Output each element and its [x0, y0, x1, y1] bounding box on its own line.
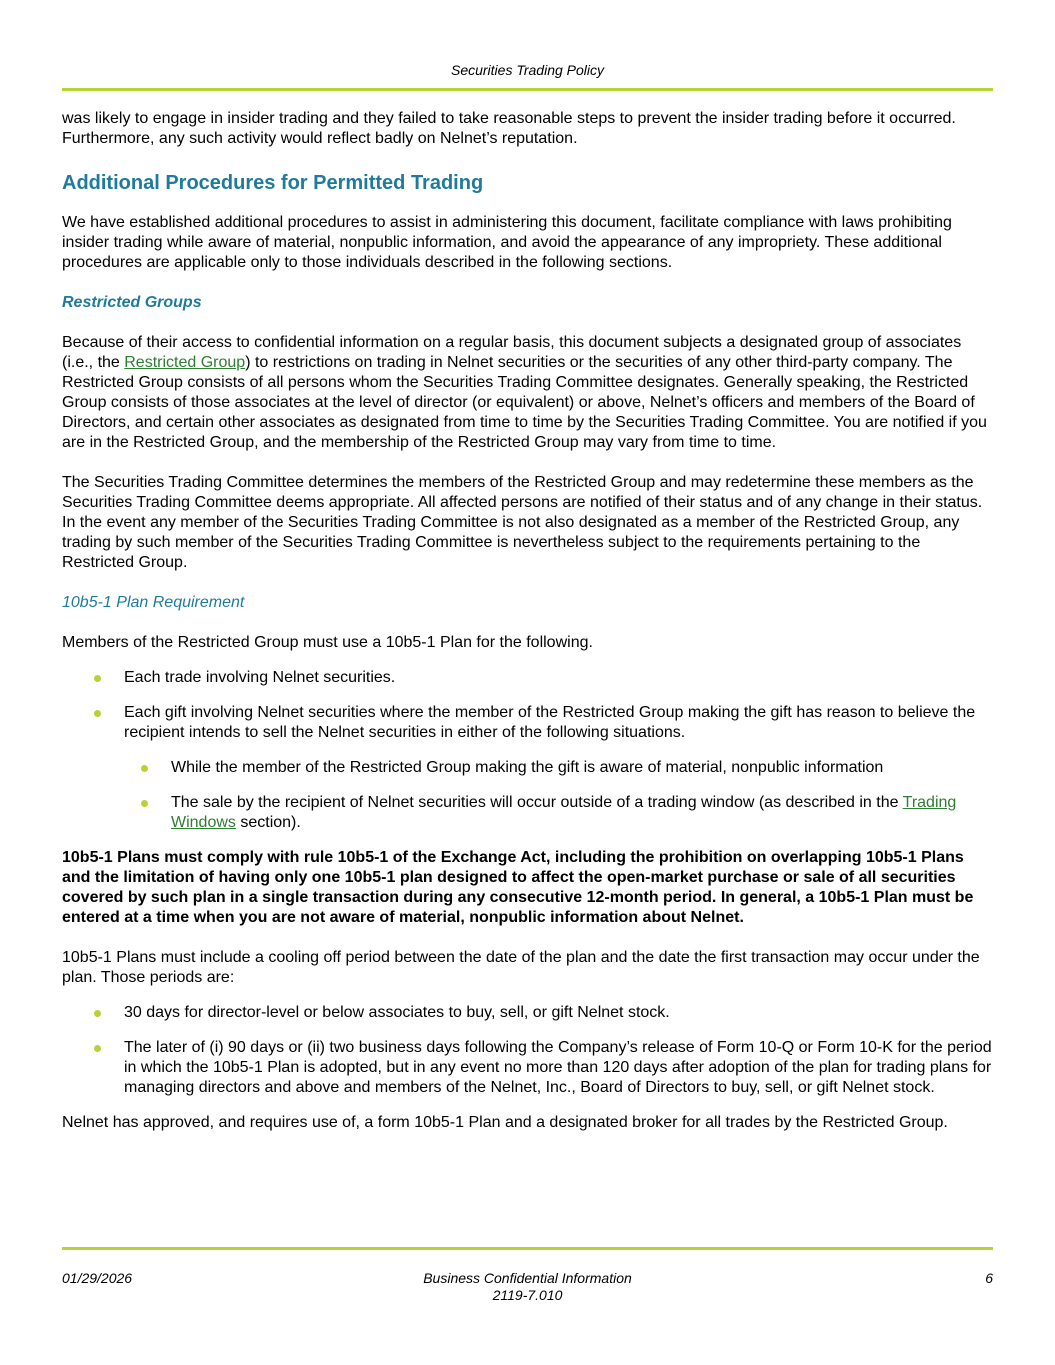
bullet-icon — [141, 765, 148, 772]
footer-date: 01/29/2026 — [62, 1270, 133, 1286]
plan-requirement-heading: 10b5-1 Plan Requirement — [62, 594, 245, 611]
text-run: The sale by the recipient of Nelnet securities will occur outside of a trading window (as described in the — [171, 794, 903, 811]
bullet-icon — [94, 675, 101, 682]
footer-classification: Business Confidential Information — [423, 1270, 632, 1286]
list-item-text: 30 days for director-level or below associates to buy, sell, or gift Nelnet stock. — [124, 1004, 670, 1021]
cooling-off-list — [62, 1003, 993, 1098]
list-item-text: The later of (i) 90 days or (ii) two business days following the Company’s release of Form 10-Q or Form 10-K for the period in which the 10b5-1 Plan is adopted, but in any event no more than 120 days after adoption of the plan for trading plans for managing directors and above and members of the Nelnet, Inc., Board of Directors to buy, sell, or gift Nelnet stock. — [124, 1039, 992, 1096]
restricted-groups-paragraph-2: The Securities Trading Committee determines the members of the Restricted Group and may redetermine these members as the Securities Trading Committee deems appropriate. All affected persons are notified of their status and of any change in their status. In the event any member of the Securities Trading Committee is not also designated as a member of the Restricted Group, any trading by such member of the Securities Trading Committee is nevertheless subject to the requirements pertaining to the Restricted Group. — [62, 474, 983, 571]
bullet-icon — [141, 800, 148, 807]
section-heading: Additional Procedures for Permitted Trading — [62, 172, 484, 194]
closing-paragraph: Nelnet has approved, and requires use of, a form 10b5-1 Plan and a designated broker for all trades by the Restricted Group. — [62, 1114, 948, 1131]
list-item-text: While the member of the Restricted Group making the gift is aware of material, nonpublic information — [171, 759, 884, 776]
footer-center — [62, 1270, 993, 1304]
restricted-group-link[interactable]: Restricted Group — [124, 354, 246, 371]
list-item — [62, 1003, 993, 1023]
text-run: Because of their access to confidential information on a regular basis, this document subjects a designated group of associates (i.e., the — [62, 334, 962, 371]
restricted-groups-heading: Restricted Groups — [62, 294, 202, 311]
footer-page-number: 6 — [985, 1270, 993, 1286]
section-intro: We have established additional procedures to assist in administering this document, facilitate compliance with laws prohibiting insider trading while aware of material, nonpublic information, and avoid the appearance of any impropriety. These additional procedures are applicable only to those individuals described in the following sections. — [62, 214, 952, 271]
bullet-icon — [94, 1045, 101, 1052]
list-item — [62, 1038, 993, 1098]
footer-doc-number: 2119-7.010 — [492, 1287, 563, 1303]
nested-list-item — [124, 793, 993, 833]
compliance-bold-paragraph: 10b5-1 Plans must comply with rule 10b5-1 of the Exchange Act, including the prohibition on overlapping 10b5-1 Plans and the limitation of having only one 10b5-1 plan designed to affect the open-market purchase or sale of all securities covered by such plan in a single transaction during any consecutive 12-month period. In general, a 10b5-1 Plan must be entered at a time when you are not aware of material, nonpublic information about Nelnet. — [62, 849, 974, 926]
plan-requirement-list — [62, 668, 993, 833]
nested-list-item — [124, 758, 993, 778]
cooling-off-intro: 10b5-1 Plans must include a cooling off period between the date of the plan and the date the first transaction may occur under the plan. Those periods are: — [62, 949, 980, 986]
header-divider — [62, 88, 993, 91]
page-header-title: Securities Trading Policy — [450, 62, 605, 78]
nested-list — [124, 758, 993, 833]
intro-continuation: was likely to engage in insider trading and they failed to take reasonable steps to prevent the insider trading before it occurred. Furthermore, any such activity would reflect badly on Nelnet’s reputation. — [62, 110, 956, 147]
list-item-text: Each gift involving Nelnet securities where the member of the Restricted Group making the gift has reason to believe the recipient intends to sell the Nelnet securities in either of the following situations. — [124, 704, 976, 741]
restricted-groups-paragraph-1 — [62, 333, 993, 453]
document-body — [62, 109, 993, 1153]
text-run: section). — [235, 814, 301, 831]
trading-windows-link[interactable]: Trading Windows — [171, 794, 957, 831]
list-item — [62, 668, 993, 688]
list-item-text: Each trade involving Nelnet securities. — [124, 669, 396, 686]
list-item — [62, 703, 993, 833]
bullet-icon — [94, 1010, 101, 1017]
bullet-icon — [94, 710, 101, 717]
plan-requirement-intro: Members of the Restricted Group must use a 10b5-1 Plan for the following. — [62, 634, 593, 651]
text-run: ) to restrictions on trading in Nelnet securities or the securities of any other third-party company. The Restricted Group consists of all persons whom the Securities Trading Committee designates. Generally speaking, the Restricted Group consists of those associates at the level of director (or equivalent) or above, Nelnet’s officers and members of the Board of Directors, and certain other associates as designated from time to time by the Securities Trading Committee. You are notified if you are in the Restricted Group, and the membership of the Restricted Group may vary from time to time. — [62, 354, 987, 451]
footer-divider — [62, 1247, 993, 1250]
